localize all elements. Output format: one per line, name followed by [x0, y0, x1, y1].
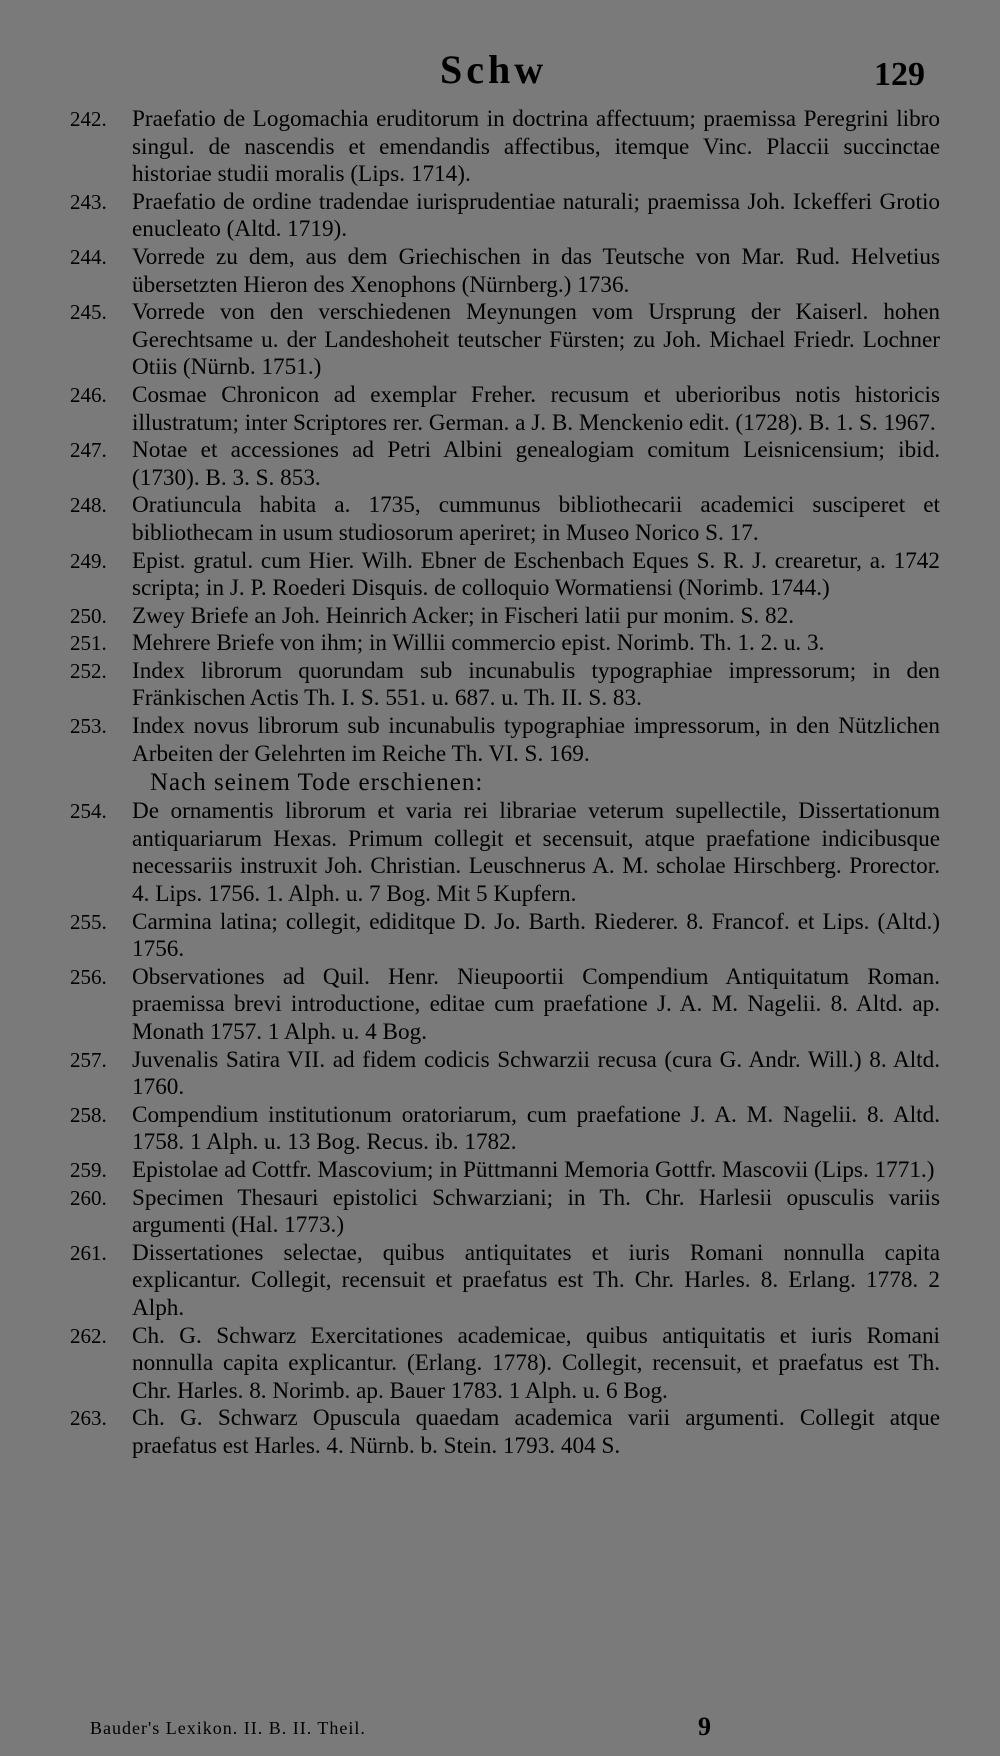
entry-text: Notae et accessiones ad Petri Albini genealogiam comitum Leisnicensium; ibid. (1730). B. 3. S. 853.	[132, 437, 940, 491]
bibliography-entry	[70, 188, 940, 244]
entry-number: 256.	[70, 964, 107, 989]
page-footer	[90, 1712, 930, 1746]
entry-number: 262.	[70, 1323, 107, 1348]
entry-text: Index librorum quorundam sub incunabulis typographiae impressorum; in den Fränkischen Actis Th. I. S. 551. u. 687. u. Th. II. S. 83.	[132, 657, 940, 712]
entry-text: Compendium institutionum oratoriarum, cum praefatione J. A. M. Nagelii. 8. Altd. 1758. 1 Alph. u. 13 Bog. Recus. ib. 1782.	[132, 1101, 940, 1156]
entry-text: Index novus librorum sub incunabulis typographiae impressorum, in den Nützlichen Arbeiten der Gelehrten im Reiche Th. VI. S. 169.	[132, 713, 940, 767]
entry-number: 259.	[70, 1157, 107, 1182]
entry-number: 243.	[70, 189, 107, 214]
entry-text: Mehrere Briefe von ihm; in Willii commercio epist. Norimb. Th. 1. 2. u. 3.	[132, 630, 825, 657]
bibliography-entry	[70, 106, 940, 189]
entry-number: 251.	[70, 631, 107, 656]
entry-number: 254.	[70, 799, 107, 824]
bibliography-entry	[70, 1101, 940, 1157]
entry-number: 249.	[70, 548, 107, 573]
entry-number: 261.	[70, 1240, 107, 1265]
entry-list	[70, 106, 940, 768]
entry-text: Ch. G. Schwarz Opuscula quaedam academica varii argumenti. Collegit atque praefatus est Harles. 4. Nürnb. b. Stein. 1793. 404 S.	[132, 1405, 940, 1459]
entry-text: Cosmae Chronicon ad exemplar Freher. recusum et uberioribus notis historicis illustratum; inter Scriptores rer. German. a J. B. Menckenio edit. (1728). B. 1. S. 1967.	[132, 381, 940, 436]
entry-number: 263.	[70, 1406, 107, 1431]
bibliography-entry	[70, 1156, 940, 1185]
bibliography-entry	[70, 1322, 940, 1406]
entry-number: 252.	[70, 658, 107, 683]
entry-number: 260.	[70, 1185, 107, 1210]
entry-number: 247.	[70, 438, 107, 463]
entry-number: 242.	[70, 107, 107, 131]
bibliography-entry	[70, 1046, 940, 1102]
entry-text: Observationes ad Quil. Henr. Nieupoortii Compendium Antiquitatum Roman. praemissa brevi introductione, editae cum praefatione J. A. M. Nagelii. 8. Altd. ap. Monath 1757. 1 Alph. u. 4 Bog.	[132, 963, 940, 1045]
entry-text: Specimen Thesauri epistolici Schwarziani; in Th. Chr. Harlesii opusculis variis argumenti (Hal. 1773.)	[132, 1184, 940, 1239]
entry-text: Praefatio de Logomachia eruditorum in doctrina affectuum; praemissa Peregrini libro singul. de nascendis et emendandis affectibus, itemque Vinc. Placcii succinctae historiae studii moralis (Lips. 1714).	[132, 106, 940, 188]
entry-number: 250.	[70, 603, 107, 628]
page-header	[0, 42, 1000, 102]
section-subheading: Nach seinem Tode erschienen:	[150, 769, 484, 797]
bibliography-entry	[70, 492, 940, 547]
entry-text: Oratiuncula habita a. 1735, cummunus bibliothecarii academici susciperet et bibliothecam in usum studiosorum aperiret; in Museo Norico S. 17.	[132, 492, 940, 546]
page-number: 129	[874, 56, 925, 93]
bibliography-entry	[70, 437, 940, 492]
entry-text: Epistolae ad Cottfr. Mascovium; in Püttmanni Memoria Gottfr. Mascovii (Lips. 1771.)	[132, 1156, 935, 1183]
bibliography-entry	[70, 1405, 940, 1460]
entry-number: 248.	[70, 493, 107, 518]
bibliography-entry	[70, 657, 940, 713]
bibliography-entry	[70, 630, 940, 658]
entry-number: 255.	[70, 909, 107, 934]
bibliography-entry	[70, 602, 940, 631]
entry-text: Dissertationes selectae, quibus antiquitates et iuris Romani nonnulla capita explicantur. Collegit, recensuit et praefatus est Th. Chr. Harles. 8. Erlang. 1778. 2 Alph.	[132, 1239, 940, 1321]
entry-text: Juvenalis Satira VII. ad fidem codicis Schwarzii recusa (cura G. Andr. Will.) 8. Altd. 1760.	[132, 1046, 940, 1101]
entry-list-posthumous	[70, 798, 940, 1460]
bibliography-entry	[70, 963, 940, 1047]
entry-number: 258.	[70, 1102, 107, 1127]
entry-number: 245.	[70, 300, 107, 325]
running-head: Schw	[440, 47, 548, 92]
entry-number: 257.	[70, 1047, 107, 1072]
footer-imprint: Bauder's Lexikon. II. B. II. Theil.	[90, 1718, 366, 1738]
entry-text: Praefatio de ordine tradendae iurisprudentiae naturali; praemissa Joh. Ickefferi Grotio enucleato (Altd. 1719).	[132, 188, 940, 243]
entry-text: Vorrede von den verschiedenen Meynungen vom Ursprung der Kaiserl. hohen Gerechtsame u. der Landeshoheit teutscher Fürsten; zu Joh. Michael Friedr. Lochner Otiis (Nürnb. 1751.)	[132, 299, 940, 381]
bibliography-entry	[70, 547, 940, 603]
entry-number: 253.	[70, 714, 107, 739]
bibliography-entry	[70, 1184, 940, 1240]
bibliography-entry	[70, 713, 940, 768]
bibliography-entry	[70, 243, 940, 299]
entry-text: Vorrede zu dem, aus dem Griechischen in das Teutsche von Mar. Rud. Helvetius übersetzten Hieron des Xenophons (Nürnberg.) 1736.	[132, 243, 940, 298]
bibliography-entry	[70, 798, 940, 908]
entry-number: 246.	[70, 382, 107, 407]
entry-text: De ornamentis librorum et varia rei librariae veterum supellectile, Dissertationum antiquariarum Hexas. Primum collegit et secensuit, atque praefatione indicibusque necessariis instruxit Joh. Christian. Leuschnerus A. M. scholae Hirschberg. Prorector. 4. Lips. 1756. 1. Alph. u. 7 Bog. Mit 5 Kupfern.	[132, 798, 940, 908]
entry-text: Zwey Briefe an Joh. Heinrich Acker; in Fischeri latii pur monim. S. 82.	[132, 602, 794, 629]
bibliography-entry	[70, 299, 940, 382]
entry-text: Epist. gratul. cum Hier. Wilh. Ebner de Eschenbach Eques S. R. J. crearetur, a. 1742 scripta; in J. P. Roederi Disquis. de colloquio Wormatiensi (Norimb. 1744.)	[132, 547, 940, 602]
signature-mark: 9	[698, 1712, 711, 1741]
bibliography-entry	[70, 381, 940, 437]
entry-text: Carmina latina; collegit, ediditque D. Jo. Barth. Riederer. 8. Francof. et Lips. (Altd.) 1756.	[132, 908, 940, 963]
entry-text: Ch. G. Schwarz Exercitationes academicae, quibus antiquitatis et iuris Romani nonnulla capita explicantur. (Erlang. 1778). Collegit, recensuit, et praefatus est Th. Chr. Harles. 8. Norimb. ap. Bauer 1783. 1 Alph. u. 6 Bog.	[132, 1322, 940, 1404]
body-text	[70, 106, 940, 1461]
entry-number: 244.	[70, 244, 107, 269]
bibliography-entry	[70, 1239, 940, 1323]
bibliography-entry	[70, 908, 940, 964]
